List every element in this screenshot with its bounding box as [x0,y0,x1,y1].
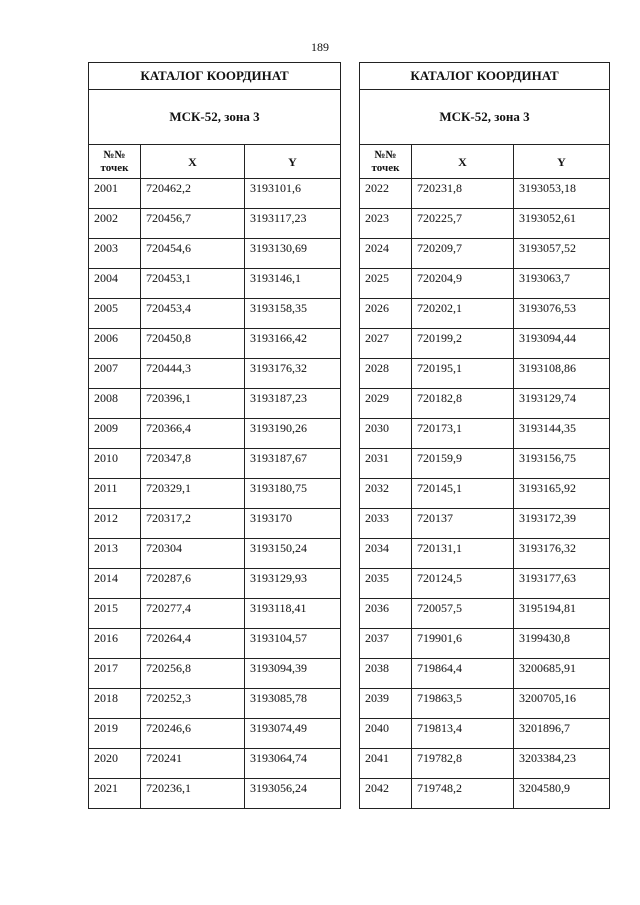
y-coordinate-cell: 3193064,74 [245,749,341,779]
x-coordinate-cell: 719864,4 [412,659,514,689]
x-coordinate-cell: 720317,2 [141,509,245,539]
table-row [89,179,341,209]
y-coordinate-cell: 3193101,6 [245,179,341,209]
table-row [360,329,610,359]
table-row [89,449,341,479]
y-coordinate-cell: 3193108,86 [514,359,610,389]
table-row [89,749,341,779]
x-coordinate-cell: 720453,1 [141,269,245,299]
column-header-y: Y [514,145,610,179]
x-coordinate-cell: 720145,1 [412,479,514,509]
x-coordinate-cell: 720329,1 [141,479,245,509]
point-number-cell: 2007 [89,359,141,389]
x-coordinate-cell: 720173,1 [412,419,514,449]
y-coordinate-cell: 3193166,42 [245,329,341,359]
point-number-cell: 2011 [89,479,141,509]
y-coordinate-cell: 3200685,91 [514,659,610,689]
point-number-cell: 2031 [360,449,412,479]
table-row [89,389,341,419]
x-coordinate-cell: 720131,1 [412,539,514,569]
point-number-cell: 2009 [89,419,141,449]
x-coordinate-cell: 720287,6 [141,569,245,599]
table-row [360,719,610,749]
point-number-cell: 2002 [89,209,141,239]
point-number-cell: 2003 [89,239,141,269]
y-coordinate-cell: 3193176,32 [245,359,341,389]
column-header-points: №№ точек [360,145,412,179]
y-coordinate-cell: 3193150,24 [245,539,341,569]
x-coordinate-cell: 720137 [412,509,514,539]
table-row [89,779,341,809]
table-row [89,209,341,239]
point-number-cell: 2021 [89,779,141,809]
x-coordinate-cell: 720252,3 [141,689,245,719]
point-number-cell: 2019 [89,719,141,749]
x-coordinate-cell: 720182,8 [412,389,514,419]
point-number-cell: 2020 [89,749,141,779]
x-coordinate-cell: 720444,3 [141,359,245,389]
y-coordinate-cell: 3193190,26 [245,419,341,449]
point-number-cell: 2025 [360,269,412,299]
table-row [360,479,610,509]
point-number-cell: 2035 [360,569,412,599]
x-coordinate-cell: 720462,2 [141,179,245,209]
table-row [360,209,610,239]
y-coordinate-cell: 3193172,39 [514,509,610,539]
y-coordinate-cell: 3193057,52 [514,239,610,269]
coordinate-system-label: МСК-52, зона 3 [360,90,610,145]
x-coordinate-cell: 720202,1 [412,299,514,329]
x-coordinate-cell: 720246,6 [141,719,245,749]
x-coordinate-cell: 719813,4 [412,719,514,749]
y-coordinate-cell: 3203384,23 [514,749,610,779]
x-coordinate-cell: 720454,6 [141,239,245,269]
table-row [360,299,610,329]
y-coordinate-cell: 3193063,7 [514,269,610,299]
y-coordinate-cell: 3193130,69 [245,239,341,269]
table-row [89,239,341,269]
y-coordinate-cell: 3193094,44 [514,329,610,359]
y-coordinate-cell: 3200705,16 [514,689,610,719]
point-number-cell: 2015 [89,599,141,629]
y-coordinate-cell: 3193170 [245,509,341,539]
point-number-cell: 2040 [360,719,412,749]
point-number-cell: 2033 [360,509,412,539]
table-row [360,569,610,599]
table-row [89,689,341,719]
table-row [360,239,610,269]
y-coordinate-cell: 3204580,9 [514,779,610,809]
table-row [89,299,341,329]
point-number-cell: 2012 [89,509,141,539]
table-row [360,539,610,569]
table-row [360,779,610,809]
point-number-cell: 2018 [89,689,141,719]
x-coordinate-cell: 720231,8 [412,179,514,209]
table-row [89,719,341,749]
point-number-cell: 2001 [89,179,141,209]
x-coordinate-cell: 720204,9 [412,269,514,299]
point-number-cell: 2008 [89,389,141,419]
table-row [360,689,610,719]
table-row [360,629,610,659]
x-coordinate-cell: 720453,4 [141,299,245,329]
point-number-cell: 2036 [360,599,412,629]
point-number-cell: 2005 [89,299,141,329]
point-number-cell: 2023 [360,209,412,239]
coordinate-table-right [359,62,610,809]
table-row [360,389,610,419]
x-coordinate-cell: 720241 [141,749,245,779]
y-coordinate-cell: 3193187,67 [245,449,341,479]
y-coordinate-cell: 3193053,18 [514,179,610,209]
point-number-cell: 2039 [360,689,412,719]
catalog-title: КАТАЛОГ КООРДИНАТ [89,63,341,90]
y-coordinate-cell: 3193129,93 [245,569,341,599]
point-number-cell: 2029 [360,389,412,419]
point-number-cell: 2026 [360,299,412,329]
x-coordinate-cell: 719863,5 [412,689,514,719]
point-number-cell: 2041 [360,749,412,779]
table-row [89,269,341,299]
coordinate-table-left [88,62,341,809]
column-header-y: Y [245,145,341,179]
point-number-cell: 2037 [360,629,412,659]
table-row [89,569,341,599]
x-coordinate-cell: 720456,7 [141,209,245,239]
table-row [89,479,341,509]
x-coordinate-cell: 720057,5 [412,599,514,629]
point-number-cell: 2027 [360,329,412,359]
point-number-cell: 2030 [360,419,412,449]
x-coordinate-cell: 720366,4 [141,419,245,449]
y-coordinate-cell: 3193158,35 [245,299,341,329]
y-coordinate-cell: 3193056,24 [245,779,341,809]
x-coordinate-cell: 720264,4 [141,629,245,659]
point-number-cell: 2034 [360,539,412,569]
point-number-cell: 2028 [360,359,412,389]
x-coordinate-cell: 720195,1 [412,359,514,389]
y-coordinate-cell: 3193118,41 [245,599,341,629]
point-number-cell: 2016 [89,629,141,659]
point-number-cell: 2042 [360,779,412,809]
point-number-cell: 2017 [89,659,141,689]
table-row [89,659,341,689]
x-coordinate-cell: 720159,9 [412,449,514,479]
point-number-cell: 2004 [89,269,141,299]
y-coordinate-cell: 3193177,63 [514,569,610,599]
table-row [89,329,341,359]
y-coordinate-cell: 3193165,92 [514,479,610,509]
table-row [89,539,341,569]
y-coordinate-cell: 3193129,74 [514,389,610,419]
table-row [89,509,341,539]
point-number-cell: 2024 [360,239,412,269]
point-number-cell: 2022 [360,179,412,209]
y-coordinate-cell: 3193074,49 [245,719,341,749]
table-row [360,359,610,389]
x-coordinate-cell: 720304 [141,539,245,569]
y-coordinate-cell: 3193052,61 [514,209,610,239]
x-coordinate-cell: 720347,8 [141,449,245,479]
y-coordinate-cell: 3193094,39 [245,659,341,689]
table-row [360,599,610,629]
y-coordinate-cell: 3193156,75 [514,449,610,479]
point-number-cell: 2038 [360,659,412,689]
table-row [360,179,610,209]
y-coordinate-cell: 3193117,23 [245,209,341,239]
table-row [89,419,341,449]
x-coordinate-cell: 719782,8 [412,749,514,779]
x-coordinate-cell: 720450,8 [141,329,245,359]
y-coordinate-cell: 3201896,7 [514,719,610,749]
y-coordinate-cell: 3193104,57 [245,629,341,659]
page-number: 189 [311,40,329,54]
y-coordinate-cell: 3195194,81 [514,599,610,629]
x-coordinate-cell: 720236,1 [141,779,245,809]
point-number-cell: 2006 [89,329,141,359]
point-number-cell: 2010 [89,449,141,479]
x-coordinate-cell: 720209,7 [412,239,514,269]
x-coordinate-cell: 719901,6 [412,629,514,659]
table-row [360,509,610,539]
y-coordinate-cell: 3193076,53 [514,299,610,329]
x-coordinate-cell: 720256,8 [141,659,245,689]
table-row [360,659,610,689]
y-coordinate-cell: 3193146,1 [245,269,341,299]
point-number-cell: 2014 [89,569,141,599]
y-coordinate-cell: 3193176,32 [514,539,610,569]
y-coordinate-cell: 3193187,23 [245,389,341,419]
point-number-cell: 2032 [360,479,412,509]
catalog-title: КАТАЛОГ КООРДИНАТ [360,63,610,90]
table-row [89,629,341,659]
x-coordinate-cell: 720225,7 [412,209,514,239]
x-coordinate-cell: 720199,2 [412,329,514,359]
column-header-x: X [141,145,245,179]
x-coordinate-cell: 720396,1 [141,389,245,419]
column-header-x: X [412,145,514,179]
point-number-cell: 2013 [89,539,141,569]
y-coordinate-cell: 3193085,78 [245,689,341,719]
table-row [89,599,341,629]
table-row [89,359,341,389]
x-coordinate-cell: 719748,2 [412,779,514,809]
y-coordinate-cell: 3199430,8 [514,629,610,659]
x-coordinate-cell: 720124,5 [412,569,514,599]
column-header-points: №№ точек [89,145,141,179]
table-row [360,269,610,299]
coordinate-system-label: МСК-52, зона 3 [89,90,341,145]
y-coordinate-cell: 3193180,75 [245,479,341,509]
y-coordinate-cell: 3193144,35 [514,419,610,449]
x-coordinate-cell: 720277,4 [141,599,245,629]
table-row [360,749,610,779]
table-row [360,449,610,479]
table-row [360,419,610,449]
